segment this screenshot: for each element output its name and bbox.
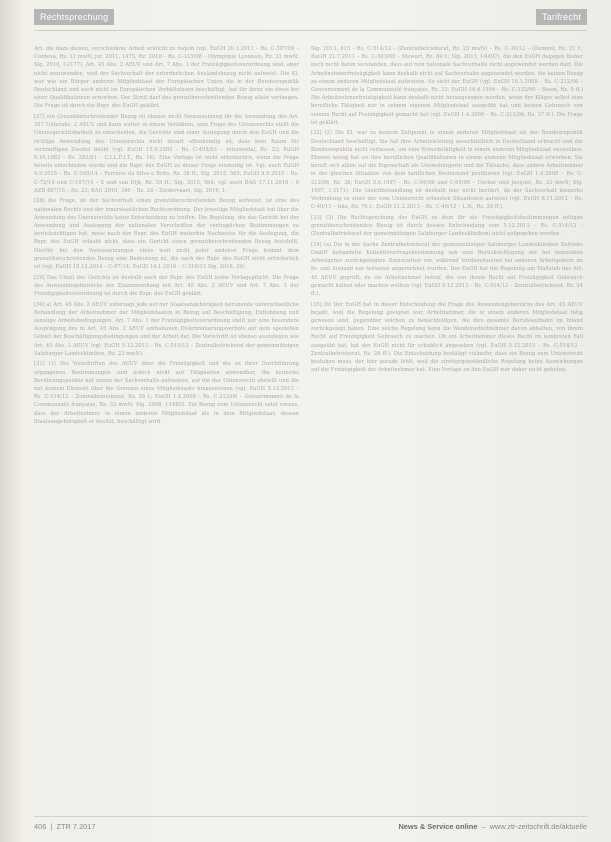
journal-url[interactable]: www.ztr-zeitschrift.de/aktuelle (489, 822, 587, 831)
service-label: News & Service online (398, 822, 478, 831)
paragraph: Art. die dazu dienen, verschiedene Arbeit schlicht zu regeln (vgl. EuGH 20.1.2011 – Rs. C-307/09 – Cordova, Rz. 11 mwN; jur. 2011, 1475, Rz. 2010 – Rs. C-115/08 – Olympique Lyonnais, Rz. 33 mwN; Slg. 2010, I-2177). Art. 45 Abs. 2 AEUV und Art. 7 Abs. 1 der Freizügigkeitsverordnung sind, aber nicht anzuwenden, weil der Sachverhalt der erforderlichen Auslandsbezug nicht aufweist. Die Kl. war wie ein Bürger anderen Mitgliedstaat der Europäischen Union die in der Bundesrepublik Deutschland und auch nicht im Europäischen Verhältnissen beschäftigt, hat für ihren ein diese bei einer Qualifikationen erworben. Der Streit darf des grenzüberschreitenden Bezug allein verlangen. Die Frage ist durch die Rspr. des EuGH geklärt. (34, 46, 299, 110)
paragraph: Slg. 2013, 815 – Rs. C-514/12 – (Zentralbetriebsrat, Rz. 23 mwN) – Rs. C-39/12 – (Dumont, Rz. 21 f.; EuGH 21.7.2011 – Rs. C-503/09 – Stewart, Rz. 80 f.; Slg. 2011, I-6497), die den EuGH dagegen bisher noch nicht dahin verstanden, dass auf rein nationale Sachverhalte nicht angewendet werden darf. Die Arbeitnehmerfreizügigkeit kann deshalb nicht auf Sachverhalte angewendet werden, die keinen Bezug zu einem anderen Mitgliedstaat aufweisen. So sieht der EuGH (vgl. EuGH 16.1.2008 – Rs. C-212/06 – Gouvernement de la Communauté française, Rz. 33; EuGH 16.6.1994 – Rs. C-332/90 – Steen, Rz. 9 ff.) Die Arbeitnehmerfreizügigkeit kann deshalb nicht herangezogen werden, wenn der Kläger selbst eine berufliche Tätigkeit nur in seinem eigenen Mitgliedstaat ausgeübt hat und keinen Gebrauch von seinem Recht auf Freizügigkeit gemacht hat (vgl. EuGH 1.4.2008 – Rs. C-212/06, Rz. 37 ff.). Die Frage ist geklärt. (311, 46, 583, 126)
paragraph: [31] (1) Die Vorschriften des AEUV über die Freizügigkeit und die zu ihrer Durchführung ergangenen Bestimmungen sind jedoch nicht auf Tätigkeiten anwendbar, die keinerlei Berührungspunkte mit einem der Sachverhalte aufweisen, auf die das Unionsrecht abstellt und die mit keinem Element über die Grenzen eines Mitgliedstaats hinausweisen (vgl. EuGH 5.12.2013 – Rs. C-514/12 – Zentralbetriebsrat, Rz. 26 f.; EuGH 1.4.2008 – Rs. C-212/06 – Gouvernement de la Communauté française, Rz. 33 mwN; Slg. 2008, I-1683). Ein Bezug zum Unionsrecht setzt voraus, dass der Arbeitnehmer in einem anderen Mitgliedstaat als in dem Mitgliedstaat, dessen Staatsangehörigkeit er besitzt, beschäftigt wird. (34, 361, 299, 425)
footer-right: News & Service online – www.ztr-zeitschrift.de/aktuelle (398, 822, 587, 831)
paragraph: [30] a) Art. 45 Abs. 2 AEUV untersagt jede auf der Staatsangehörigkeit beruhende unterschiedliche Behandlung der Arbeitnehmer der Mitgliedstaaten in Bezug auf Beschäftigung, Entlohnung und sonstige Arbeitsbedingungen. Art. 7 Abs. 1 der Freizügigkeitsverordnung stellt nur eine besondere Ausprägung des in Art. 45 Abs. 2 AEUV enthaltenen Diskriminierungsverbots auf dem speziellen Gebiet der Beschäftigungsbedingungen und der Arbeit dar. Die Vorschrift ist ebenso auszulegen wie Art. 45 Abs. 2 AEUV (vgl. EuGH 5.12.2013 – Rs. C-514/12 – Zentralbetriebsrat der gemeinnützigen Salzburger Landeskliniken, Rz. 23 mwN). (34, 301, 299, 357)
paragraph: [28] die Frage, ob der Sachverhalt einen grenzüberschreitenden Bezug aufweist, ist eine des nationalen Rechts und der innerstaatlichen Rechtsordnung. Der jeweilige Mitgliedstaat hat über die Anwendung des Unionsrechts keine Entscheidung zu treffen. Die Regelung, die das Gericht bei der Anwendung und Auslegung der nationalen Vorschriften der vertraglichen Bestimmungen zu berücksichtigen hat, muss nach der Rspr. des EuGH weiterhin Nachweise für die Auslegung, die Rspr. des EuGH erlaubt nicht, dass ein Gericht einen grenzüberschreitenden Bezug feststellt. Hierfür bei den Voraussetzungen eines weit nicht jeder anderen Frage kommt dem grenzüberschreitenden Bezug eine Bedeutung zu, die nach der Rspr. des EuGH nicht erforderlich ist (vgl. EuGH 18.12.2014 – C-87/14; EuGH 14.1.2016 – C-316/13 Slg. 2016, 29). (34, 198, 299, 271)
footer-left: 406 | ZTR 7.2017 (34, 822, 96, 831)
footer-rule (34, 816, 587, 817)
paragraph: [32] (2) Die Kl. war zu keinem Zeitpunkt in einem anderen Mitgliedstaat als der Bundesrepublik Deutschland beschäftigt. Sie hat ihre Arbeitsleistung ausschließlich in Deutschland erbracht und die Bundesrepublik nicht verlassen, um eine Erwerbstätigkeit in einem anderen Mitgliedstaat auszuüben. Ebenso wenig hat sie ihre beruflichen Qualifikationen in einem anderen Mitgliedstaat erworben. Sie beruft sich allein auf die Eigenschaft als Unionsbürgerin und die Tatsache, dass andere Arbeitnehmer in der gleichen Situation von dem tariflichen Besitzstand profitieren (vgl. EuGH 1.4.2008 – Rs. C-212/06, Rz. 38; EuGH 5.6.1997 – Rs. C-64/96 und C-65/96 – Uecker und Jacquet, Rz. 23 mwN; Slg. 1997, I-3171). Die Gleichbehandlung ist deshalb hier nicht berührt, da der Sachverhalt keinerlei Verbindung zu einer der vom Unionsrecht erfassten Situationen aufweist (vgl. EuGH 8.11.2012 – Rs. C-40/11 – Iida, Rz. 76 f.; EuGH 21.2.2013 – Rs. C-46/12 – L.N., Rz. 28 ff.). (311, 130, 583, 211)
left-column (34, 45, 299, 428)
right-column (311, 45, 583, 377)
topic-tag: Tarifrecht (536, 9, 587, 25)
paragraph: [33] (3) Die Rechtsprechung des EuGH zu dem für die Freizügigkeitsbestimmungen nötigen grenzüberschreitenden Bezug ist durch dessen Entscheidung vom 5.12.2013 – Rs. C-514/12 – (Zentralbetriebsrat der gemeinnützigen Salzburger Landeskliniken) nicht aufgegeben worden. (311, 214, 583, 238)
section-label: Rechtsprechung (34, 9, 114, 25)
journal-issue: ZTR 7.2017 (56, 822, 96, 831)
paragraph: [34] (a) Die in der Sache Zentralbetriebsrat der gemeinnützigen Salzburger Landeskliniken Betriebs GmbH behandelte Kollektivvertragsbestimmung sah eine Berücksichtigung der bei demselben Arbeitgeber zurückgelegten Dienstzeiten vor, während Vordienstzeiten bei anderen Arbeitgebern im In- und Ausland nur teilweise angerechnet wurden. Der EuGH hat die Regelung am Maßstab des Art. 45 AEUV geprüft, da sie Arbeitnehmer betraf, die von ihrem Recht auf Freizügigkeit Gebrauch gemacht hatten oder machen wollten (vgl. EuGH 5.12.2013 – Rs. C-514/12 – Zentralbetriebsrat, Rz. 24 ff.). (311, 241, 583, 298)
paragraph: [27] ein Grenzüberschreitender Bezug ist ebenso nicht Voraussetzung für die Anwendung des Art. 267 Unterabs. 2 AEUV und kann weiter in einem Verfahren, eine Frage des Unionsrechts stellt die Unionsgerichtsbarkeit zu entscheiden, die Gerichte sind einer Auslegung durch den EuGH und die richtige Anwendung des Unionsrechts nicht derart offenkundig ist, dass kein Raum für vernünftigen Zweifel bleibt (vgl. EuGH 15.9.2005 – Rs. C-495/03 – Intermodal, Rz. 33; EuGH 6.10.1982 – Rs. 283/81 – C.I.L.F.I.T., Rz. 16). Eine Vorlage ist nicht erforderlich, wenn die Frage bereits entschieden wurde und die Rspr. des EuGH zu dieser Frage eindeutig ist. Vgl. auch EuGH 9.9.2015 – Rs. C-160/14 – Ferreira da Silva e Brito, Rz. 38 ff.; Slg. 2015, 565; EuGH 9.9.2015 – Rs. C-72/14 und C-197/14 – X und van Dijk, Rz. 55 ff.; Slg. 2015, 564; vgl. auch BAG 17.11.2016 – 6 AZR 487/15 – Rz. 23; BAG 2010, 346 – Rz. 28 – Zuidervaart, Slg. 2016, 1. (34, 114, 299, 194)
header-rule (34, 30, 587, 31)
paragraph: [35] (b) Der EuGH hat in dieser Entscheidung die Frage des Anwendungsbereichs des Art. 45 AEUV bejaht, weil die Regelung geeignet war, Arbeitnehmer, die in einem anderen Mitgliedstaat tätig gewesen sind, gegenüber solchen zu benachteiligen, die ihre gesamte Berufslaufbahn im Inland zurückgelegt haben. Eine solche Regelung kann die Wanderarbeitnehmer davon abhalten, von ihrem Recht auf Freizügigkeit Gebrauch zu machen. Ob ein Arbeitnehmer dieses Recht im konkreten Fall ausgeübt hat, hat der EuGH nicht für erheblich angesehen (vgl. EuGH 5.12.2013 – Rs. C-514/12 – Zentralbetriebsrat, Rz. 26 ff.). Die Entscheidung bestätigt vielmehr, dass ein Bezug zum Unionsrecht bestehen muss, der hier gerade fehlt, weil die streitgegenständliche Regelung keine Auswirkungen auf die Freizügigkeit der Arbeitnehmer hat. Eine Vorlage an den EuGH war daher nicht geboten. (311, 301, 583, 374)
paragraph: [29] Das Urteil des Gerichts ist deshalb nach der Rspr. des EuGH keine Vorlagepflicht. Die Frage des Anwendungsbereichs der Zusammenhang mit Art. 45 Abs. 2 AEUV und Art. 7 Abs. 1 der Freizügigkeitsverordnung ist durch die Rspr. des EuGH geklärt. (34, 274, 299, 298)
page-number: 406 (34, 822, 47, 831)
